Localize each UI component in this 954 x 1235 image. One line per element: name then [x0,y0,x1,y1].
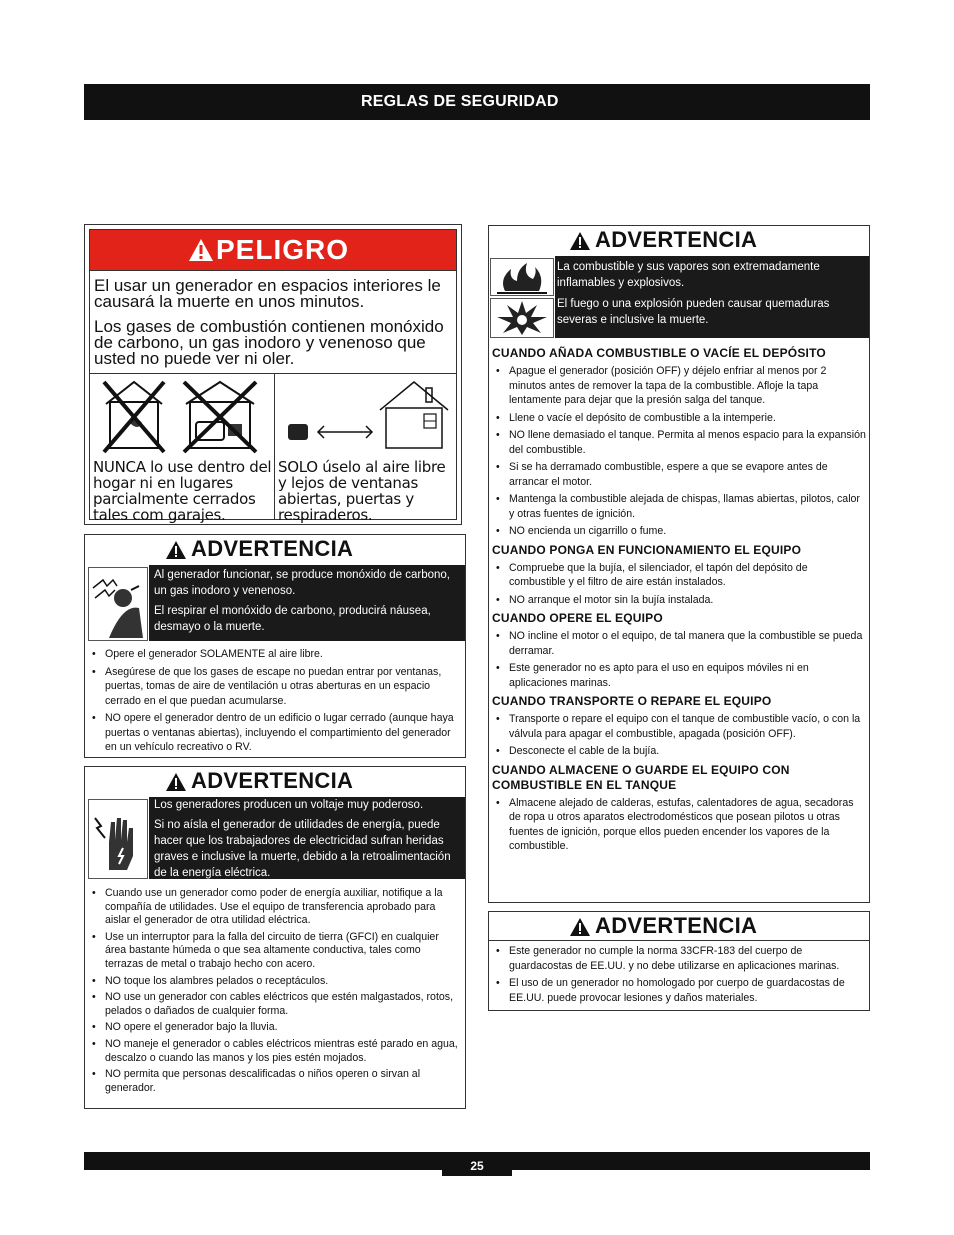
warning-triangle-icon [165,540,187,560]
danger-inner [89,229,457,524]
list-item: • Opere el generador SOLAMENTE al aire libre. [88,647,460,662]
warning-triangle-icon [165,772,187,792]
list-item: • Transporte o repare el equipo con el tanque de combustible vacío, o con la válvula para apagar el combustible, apagada (posición OFF). [492,712,866,741]
warning-fuel-box [488,225,870,903]
list-item: • Mantenga la combustible alejada de chispas, llamas abiertas, pilotos, calor y otras fuentes de ignición. [492,492,866,521]
warning-marine-box [488,911,870,1011]
warning-header [489,226,869,256]
warning-title: ADVERTENCIA [595,913,758,938]
shock-cell [88,799,148,879]
danger-title: PELIGRO [216,234,350,265]
hazard-text: El respirar el monóxido de carbono, producirá náusea, desmayo o la muerte. [154,605,431,633]
warning-title: ADVERTENCIA [191,768,354,793]
explosion-icon [491,299,553,337]
outdoor-caption: SOLO úselo al aire libre y lejos de ventanas abiertas, puertas y respiraderos. [278,458,446,524]
hazard-text: El fuego o una explosión pueden causar quemaduras severas e inclusive la muerte. [557,298,830,326]
hazard-text: La combustible y sus vapores son extremadamente inflamables y explosivos. [557,261,820,289]
danger-box [84,224,462,525]
danger-header [90,230,456,271]
list-item: • Apague el generador (posición OFF) y déjelo enfriar al menos por 2 minutos antes de remover la tapa de la combustible. Afloje la tapa lentamente para dejar que la presión salga del tanque. [492,364,866,408]
co-list-wrap [88,647,460,758]
indoor-caption: NUNCA lo use dentro del hogar ni en lugares parcialmente cerrados tales com garajes. [93,458,272,524]
section-title: REGLAS DE SEGURIDAD [361,93,559,110]
indoor-prohibited-icon [100,378,268,458]
list-item: • NO llene demasiado el tanque. Permita al menos espacio para la expansión del combustible. [492,428,866,457]
list-item: • NO toque los alambres pelados o receptáculos. [88,975,460,989]
electric-list [88,887,460,1095]
page-number: 25 [442,1152,512,1176]
divider [489,940,869,941]
warning-header [85,535,465,565]
section-heading: CUANDO PONGA EN FUNCIONAMIENTO EL EQUIPO [492,542,802,557]
marine-list [492,944,866,1005]
list-item: • Compruebe que la bujía, el silenciador, el tapón del depósito de combustible y el filtro de aire están instalados. [492,561,866,590]
list-item: • NO opere el generador dentro de un edificio o lugar cerrado (aunque haya puertas o ventanas abiertas), incluyendo el compartimiento del generador en un vehículo recreativo o RV. [88,711,460,755]
co-poison-cell [88,567,148,641]
electric-hazard-panel [149,797,465,879]
warning-header [85,767,465,797]
warning-triangle-icon [569,231,591,251]
hazard-text: Si no aísla el generador de utilidades de energía, puede hacer que los trabajadores de electricidad sufran heridas graves e inclusive la muerte, debido a la retroalimentación de la energía eléctrica. [154,819,451,879]
list-item: • Use un interruptor para la falla del circuito de tierra (GFCI) en cualquier área bastante húmeda o que sea altamente conductiva, tales como terrazas de metal o trabajo hecho con acero. [88,931,460,972]
list-item: • Este generador no cumple la norma 33CFR-183 del cuerpo de guardacostas de EE.UU. y no debe utilizarse en aplicaciones marinas. [492,944,866,973]
list-item: • NO use un generador con cables eléctricos que estén malgastados, rotos, pelados o dañados de cualquier forma. [88,991,460,1018]
fire-cell [490,258,554,296]
electric-shock-hand-icon [89,800,147,878]
list-item: • Llene o vacíe el depósito de combustible a la intemperie. [492,411,866,426]
hazard-text: Los generadores producen un voltaje muy poderoso. [154,799,424,811]
warning-co-box [84,534,466,758]
divider [274,373,275,519]
list-item: • Si se ha derramado combustible, espere a que se evapore antes de arrancar el motor. [492,460,866,489]
divider [90,373,456,374]
warning-electric-box [84,766,466,1109]
section-heading: CUANDO TRANSPORTE O REPARE EL EQUIPO [492,694,772,708]
startup-list [492,561,866,608]
list-item: • NO arranque el motor sin la bujía instalada. [492,593,866,608]
toxic-fumes-icon [89,568,147,640]
section-heading: CUANDO AÑADA COMBUSTIBLE O VACÍE EL DEPÓSITO [492,346,826,360]
list-item: • Este generador no es apto para el uso en equipos móviles ni en aplicaciones marinas. [492,661,866,690]
section-heading: CUANDO OPERE EL EQUIPO [492,611,663,625]
danger-text-1: El usar un generador en espacios interiores le causará la muerte en unos minutos. [94,276,441,311]
list-item: • NO encienda un cigarrillo o fume. [492,524,866,539]
list-item: • Almacene alejado de calderas, estufas, calentadores de agua, secadoras de ropa u otros aparatos electrodomésticos que posean pilotos u otras fuentes de ignición, porque ellos pueden encender los vapores de la combustible. [492,796,866,854]
fuel-sections [492,342,866,857]
explosion-cell [490,298,554,338]
list-item: • El uso de un generador no homologado por cuerpo de guardacostas de EE.UU. puede provocar lesiones y daños materiales. [492,976,866,1005]
operate-list [492,629,866,690]
list-item: • NO opere el generador bajo la lluvia. [88,1021,460,1035]
section-header [84,84,870,120]
storage-list [492,796,866,854]
hazard-text: Al generador funcionar, se produce monóxido de carbono, un gas inodoro y venenoso. [154,569,451,597]
refuel-list [492,364,866,539]
section-heading: CUANDO ALMACENE O GUARDE EL EQUIPO CON COMBUSTIBLE EN EL TANQUE [492,762,790,792]
danger-text-2: Los gases de combustión contienen monóxido de carbono, un gas inodoro y venenoso que usted no puede ver ni oler. [94,317,444,368]
warning-triangle-icon [569,917,591,937]
transport-list [492,712,866,759]
list-item: • NO permita que personas descalificadas o niños operen o sirvan al generador. [88,1068,460,1095]
warning-triangle-icon [188,238,214,262]
list-item: • Desconecte el cable de la bujía. [492,744,866,759]
list-item: • Asegúrese de que los gases de escape no puedan entrar por ventanas, puertas, tomas de aire de ventilación u otras aberturas en un espacio cerrado en el que puedan acumularse. [88,665,460,709]
list-item: • NO incline el motor o el equipo, de tal manera que la combustible se pueda derramar. [492,629,866,658]
warning-title: ADVERTENCIA [191,536,354,561]
electric-list-wrap [88,887,460,1098]
warning-header [489,912,869,942]
list-item: • Cuando use un generador como poder de energía auxiliar, notifique a la compañía de utilidades. Use el equipo de transferencia aprobado para aislar el generador de otra utilidad eléctrica. [88,887,460,928]
fuel-hazard-panel [555,256,869,338]
co-list [88,647,460,755]
outdoor-only-icon [284,378,450,458]
list-item: • NO maneje el generador o cables eléctricos mientras esté parado en agua, descalzo o cuando las manos y los pies estén mojados. [88,1038,460,1065]
co-hazard-panel [149,565,465,641]
fire-icon [491,259,553,295]
marine-list-wrap [492,944,866,1008]
warning-title: ADVERTENCIA [595,227,758,252]
